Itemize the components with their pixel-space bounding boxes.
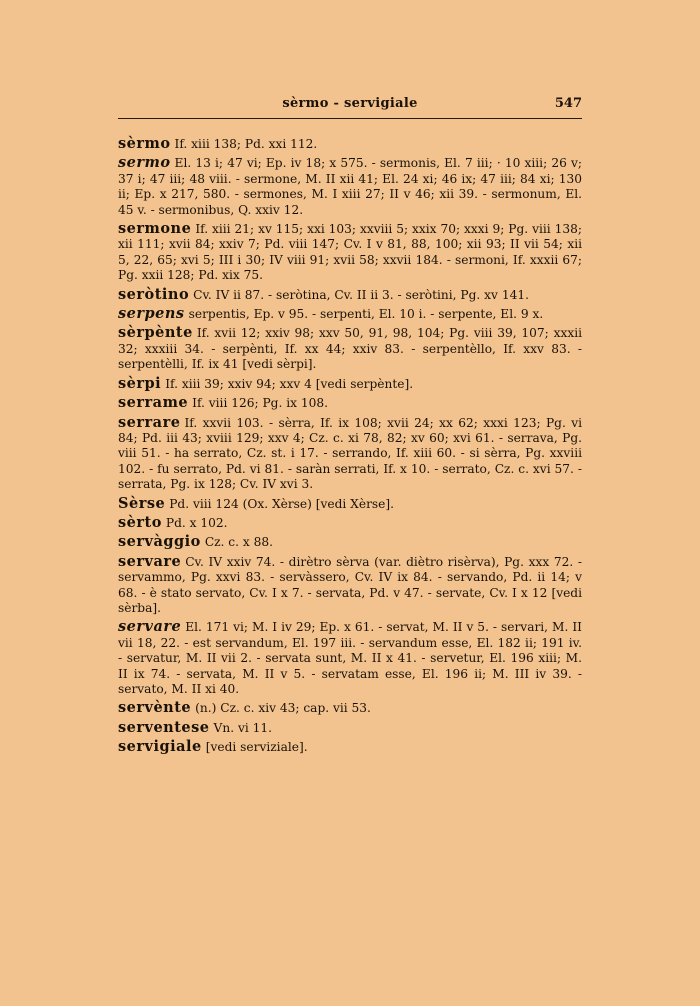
entry-text: El. 171 vi; M. I iv 29; Ep. x 61. - servat, M. II v 5. - servari, M. II vii 18, 22. - est servandum, El. 197 iii. - servandum esse, El. 182 ii; 191 iv. - servatur, M. II vii 2. - servata sunt, M. II x 41. - servetur, El. 196 xiii; M. II ix 74. - servata, M. II v 5. - servatam esse, El. 196 ii; M. III iv 39. - servato, M. II xi 40. — [118, 620, 582, 696]
entry — [118, 720, 582, 736]
entry-text: (n.) Cz. c. xiv 43; cap. vii 53. — [195, 701, 371, 716]
entry-text: Cv. IV xxiv 74. - dirètro sèrva (var. diètro risèrva), Pg. xxx 72. - servammo, Pg. xxvi 83. - servàssero, Cv. IV ix 84. - servando, Pd. ii 14; v 68. - è stato servato, Cv. I x 7. - servata, Pd. v 47. - servate, Cv. I x 12 [vedi sèrba]. — [118, 554, 582, 615]
entry — [118, 306, 582, 322]
entry-text: If. xvii 12; xxiv 98; xxv 50, 91, 98, 104; Pg. viii 39, 107; xxxii 32; xxxiii 34. - serpènti, If. xx 44; xxiv 83. - serpentèllo, If. xxv 83. - serpentèlli, If. ix 41 [vedi sèrpi]. — [118, 326, 582, 372]
entry — [118, 415, 582, 493]
entry-headword: servènte — [118, 699, 192, 717]
entry-headword: servare — [118, 552, 182, 570]
entry-headword: sèrmo — [118, 135, 171, 152]
running-header — [118, 96, 582, 118]
entry — [118, 376, 582, 392]
entry — [118, 619, 582, 697]
entry — [118, 554, 582, 617]
entry — [118, 221, 582, 284]
entry — [118, 496, 582, 512]
entry-headword: serpens — [118, 305, 185, 323]
entry-headword: sèrto — [118, 513, 162, 531]
page-number: 547 — [554, 96, 582, 111]
entry-headword: serrare — [118, 413, 181, 431]
entry-headword: servàggio — [118, 533, 201, 551]
entry-headword: serrame — [118, 394, 189, 412]
entry — [118, 534, 582, 550]
entry-headword: serventese — [118, 718, 210, 736]
entry — [118, 325, 582, 372]
entry-headword: sermo — [118, 154, 171, 172]
entry-text: Pd. viii 124 (Ox. Xèrse) [vedi Xèrse]. — [169, 496, 394, 511]
entry-text: serpentis, Ep. v 95. - serpenti, El. 10 i. - serpente, El. 9 x. — [188, 307, 544, 322]
entry-headword: sèrpi — [118, 374, 162, 392]
entry-headword: seròtino — [118, 285, 190, 303]
entry — [118, 700, 582, 716]
entry — [118, 395, 582, 411]
header-title: sèrmo - servigiale — [282, 96, 418, 111]
entry-text: Pd. x 102. — [165, 515, 228, 530]
entry-text: If. viii 126; Pg. ix 108. — [192, 396, 329, 411]
entry — [118, 515, 582, 531]
entry-text: El. 13 i; 47 vi; Ep. iv 18; x 575. - sermonis, El. 7 iii; · 10 xiii; 26 v; 37 i; 47 iii; 48 viii. - sermone, M. II xii 41; El. 24 xi; 46 ix; 47 iii; 84 xi; 130 ii; Ep. x 217, 580. - sermones, M. I xiii 27; II v 46; xii 39. - sermonum, El. 45 v. - sermonibus, Q. xxiv 12. — [118, 156, 582, 217]
entry-headword: servare — [118, 618, 182, 636]
entry-text: Cv. IV ii 87. - seròtina, Cv. II ii 3. - seròtini, Pg. xv 141. — [193, 287, 529, 302]
entry — [118, 155, 582, 218]
dictionary-entries — [118, 136, 582, 759]
entry-text: If. xiii 21; xv 115; xxi 103; xxviii 5; xxix 70; xxxi 9; Pg. viii 138; xii 111; xvii 84; xxiv 7; Pd. viii 147; Cv. I v 81, 88, 100; xii 93; II vii 54; xii 5, 22, 65; xvi 5; III i 30; IV viii 91; xvii 58; xxvii 184. - sermoni, If. xxxii 67; Pg. xxii 128; Pd. xix 75. — [118, 222, 582, 283]
entry — [118, 739, 582, 755]
entry-headword: Sèrse — [118, 494, 166, 512]
entry-text: If. xiii 39; xxiv 94; xxv 4 [vedi serpènte]. — [165, 376, 414, 391]
entry-text: [vedi serviziale]. — [205, 740, 308, 755]
entry-text: If. xiii 138; Pd. xxi 112. — [174, 137, 318, 151]
entry — [118, 136, 582, 152]
entry-text: Vn. vi 11. — [213, 720, 272, 735]
entry-headword: sermone — [118, 220, 192, 238]
entry-text: Cz. c. x 88. — [204, 535, 274, 550]
header-rule — [118, 118, 582, 119]
entry-headword: sèrpènte — [118, 324, 193, 342]
entry-text: If. xxvii 103. - sèrra, If. ix 108; xvii 24; xx 62; xxxi 123; Pg. vi 84; Pd. iii 43; xviii 129; xxv 4; Cz. c. xi 78, 82; xv 60; xvi 61. - serrava, Pg. viii 51. - ha serrato, Cz. st. i 17. - serrando, If. xiii 60. - si sèrra, Pg. xxviii 102. - fu serrato, Pd. vi 81. - saràn serrati, If. x 10. - serrato, Cz. c. xvi 57. - serrata, Pg. ix 128; Cv. IV xvi 3. — [118, 415, 582, 492]
entry-headword: servigiale — [118, 738, 202, 756]
entry — [118, 287, 582, 303]
